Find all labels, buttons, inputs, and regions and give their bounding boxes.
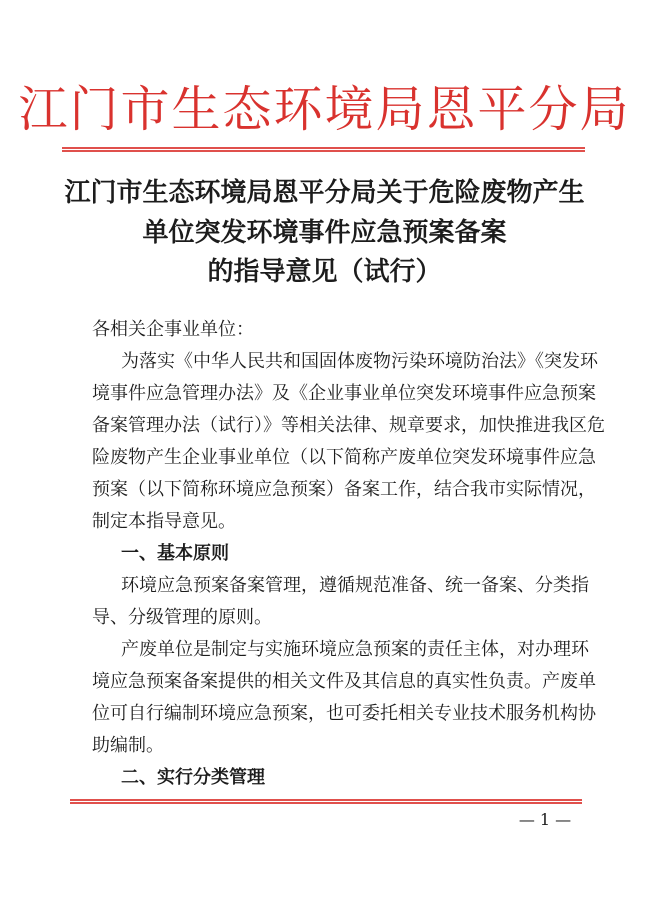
- section-1-para-1-line: 导、分级管理的原则。: [92, 607, 272, 628]
- section-1-para-2-line: 位可自行编制环境应急预案，也可委托相关专业技术服务机构协: [92, 703, 596, 724]
- footer-red-rule: [70, 799, 582, 804]
- agency-header: 江门市生态环境局恩平分局: [18, 81, 631, 138]
- section-1-para-1-line: 环境应急预案备案管理，遵循规范准备、统一备案、分类指: [121, 575, 589, 596]
- salutation: 各相关企事业单位：: [92, 319, 254, 340]
- intro-line: 预案（以下简称环境应急预案）备案工作，结合我市实际情况，: [92, 479, 596, 500]
- intro-line: 为落实《中华人民共和国固体废物污染环境防治法》《突发环: [121, 351, 598, 372]
- intro-line: 险废物产生企业事业单位（以下简称产废单位突发环境事件应急: [92, 447, 596, 468]
- header-red-rule: [62, 147, 585, 152]
- section-1-heading: 一、基本原则: [121, 543, 229, 564]
- document-title-line-2: 单位突发环境事件应急预案备案: [142, 218, 507, 248]
- page-number: — 1 —: [518, 810, 572, 829]
- intro-line: 制定本指导意见。: [92, 511, 236, 532]
- intro-line: 备案管理办法（试行）》等相关法律、规章要求，加快推进我区危: [92, 415, 605, 436]
- section-2-heading: 二、实行分类管理: [121, 767, 265, 788]
- section-1-para-2-line: 境应急预案备案提供的相关文件及其信息的真实性负责。产废单: [92, 671, 596, 692]
- document-title-line-3: 的指导意见（试行）: [207, 257, 442, 287]
- intro-line: 境事件应急管理办法》及《企业事业单位突发环境事件应急预案: [92, 383, 596, 404]
- section-1-para-2-line: 助编制。: [92, 735, 164, 756]
- section-1-para-2-line: 产废单位是制定与实施环境应急预案的责任主体，对办理环: [121, 639, 589, 660]
- document-title-line-1: 江门市生态环境局恩平分局关于危险废物产生: [64, 178, 585, 208]
